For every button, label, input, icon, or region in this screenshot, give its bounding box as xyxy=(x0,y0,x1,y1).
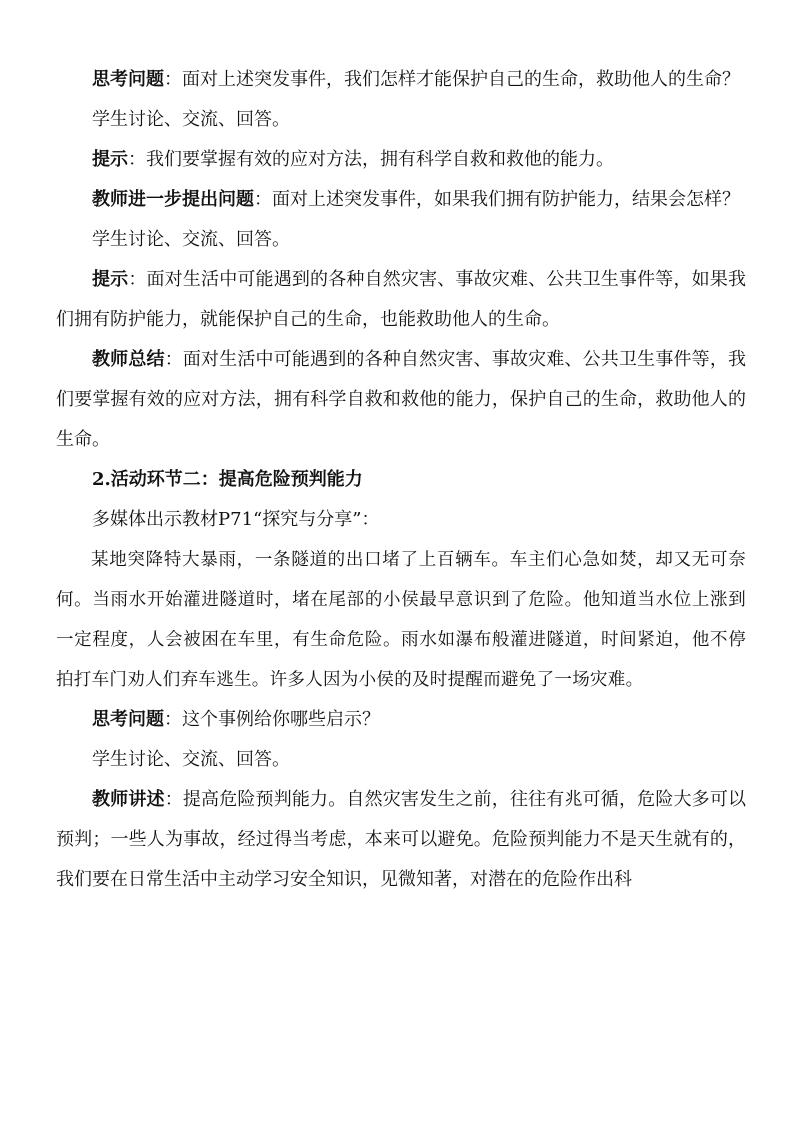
text-think-question-2: ：这个事例给你哪些启示？ xyxy=(164,709,380,730)
media-intro: 多媒体出示教材P71“探究与分享”： xyxy=(92,509,380,530)
paragraph-think-question-2 xyxy=(56,700,746,740)
label-think-question-2: 思考问题 xyxy=(92,709,164,730)
text-teacher-summary: ：面对生活中可能遇到的各种自然灾害、事故灾难、公共卫生事件等，我们要掌握有效的应对方法，拥有科学自救和救他的能力，保护自己的生命，救助他人的生命。 xyxy=(56,349,746,450)
text-student-discuss: 学生讨论、交流、回答。 xyxy=(92,109,290,130)
paragraph-teacher-question xyxy=(56,180,746,220)
paragraph-teacher-summary xyxy=(56,340,746,460)
text-think-question: ：面对上述突发事件，我们怎样才能保护自己的生命，救助他人的生命？ xyxy=(164,69,740,90)
story-paragraph: 某地突降特大暴雨，一条隧道的出口堵了上百辆车。车主们心急如焚，却又无可奈何。当雨水开始灌进隧道时，堵在尾部的小侯最早意识到了危险。他知道当水位上涨到一定程度，人会被困在车里，有生命危险。雨水如瀑布般灌进隧道，时间紧迫，他不停拍打车门劝人们弃车逃生。许多人因为小侯的及时提醒而避免了一场灾难。 xyxy=(56,550,746,690)
paragraph-hint xyxy=(56,140,746,180)
text-teacher-lecture: ：提高危险预判能力。自然灾害发生之前，往往有兆可循，危险大多可以预判；一些人为事故，经过得当考虑，本来可以避免。危险预判能力不是天生就有的，我们要在日常生活中主动学习安全知识，见微知著，对潜在的危险作出科 xyxy=(56,789,746,890)
label-hint: 提示 xyxy=(92,149,128,170)
label-hint-2: 提示 xyxy=(92,269,129,290)
paragraph-student-discuss xyxy=(56,100,746,140)
paragraph-student-discuss-3 xyxy=(56,740,746,780)
text-student-discuss-2: 学生讨论、交流、回答。 xyxy=(92,229,290,250)
text-student-discuss-3: 学生讨论、交流、回答。 xyxy=(92,749,290,770)
paragraph-student-discuss-2 xyxy=(56,220,746,260)
section-heading: 2.活动环节二：提高危险预判能力 xyxy=(92,469,363,490)
label-teacher-summary: 教师总结 xyxy=(92,349,165,370)
text-teacher-question: ：面对上述突发事件，如果我们拥有防护能力，结果会怎样？ xyxy=(254,189,740,210)
paragraph-teacher-lecture xyxy=(56,780,746,900)
label-teacher-question: 教师进一步提出问题 xyxy=(92,189,254,210)
text-hint-2: ：面对生活中可能遇到的各种自然灾害、事故灾难、公共卫生事件等，如果我们拥有防护能力，就能保护自己的生命，也能救助他人的生命。 xyxy=(56,269,746,330)
label-teacher-lecture: 教师讲述 xyxy=(92,789,165,810)
label-think-question: 思考问题 xyxy=(92,69,164,90)
paragraph-hint-2 xyxy=(56,260,746,340)
paragraph-think-question xyxy=(56,60,746,100)
text-hint: ：我们要掌握有效的应对方法，拥有科学自救和救他的能力。 xyxy=(128,149,614,170)
document-page xyxy=(56,0,746,900)
